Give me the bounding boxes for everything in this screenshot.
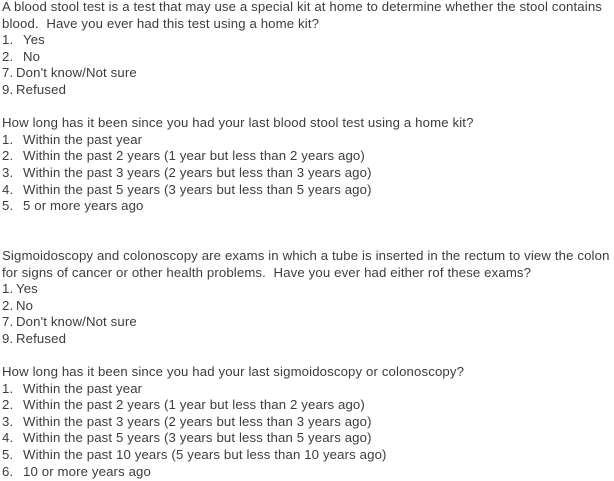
- answer-option[interactable]: [2, 65, 614, 82]
- option-number: 1.: [2, 131, 14, 147]
- option-number: 7.: [2, 314, 14, 330]
- question-text: How long has it been since you had your last blood stool test using a home kit?: [2, 115, 474, 131]
- option-label: Within the past 5 years (3 years but less than 5 years ago): [23, 430, 372, 446]
- question-text: How long has it been since you had your last sigmoidoscopy or colonoscopy?: [2, 364, 465, 380]
- option-number: 2.: [2, 148, 14, 164]
- option-label: Don't know/Not sure: [16, 314, 137, 330]
- answer-option[interactable]: [2, 182, 614, 199]
- option-number: 5.: [2, 198, 14, 214]
- option-number: 1.: [2, 380, 14, 396]
- answer-option[interactable]: [2, 82, 614, 99]
- option-label: Yes: [16, 281, 38, 297]
- answer-option[interactable]: [2, 148, 614, 165]
- answer-option[interactable]: [2, 132, 614, 149]
- option-label: Refused: [16, 81, 67, 97]
- option-number: 9.: [2, 81, 14, 97]
- answer-option[interactable]: [2, 414, 614, 431]
- option-label: Within the past year: [23, 131, 143, 147]
- option-label: Refused: [16, 330, 67, 346]
- question-block-blood-stool-test-recency: [2, 115, 614, 215]
- answer-option-list: [2, 381, 614, 481]
- option-label: Within the past 10 years (5 years but less than 10 years ago): [23, 447, 387, 463]
- question-block-blood-stool-test-ever: [2, 0, 614, 99]
- option-label: Don't know/Not sure: [16, 65, 137, 81]
- option-number: 2.: [2, 397, 14, 413]
- answer-option-list: [2, 132, 614, 215]
- option-label: Within the past 3 years (2 years but less than 3 years ago): [23, 413, 372, 429]
- option-number: 6.: [2, 463, 14, 479]
- answer-option[interactable]: [2, 464, 614, 481]
- option-number: 5.: [2, 447, 14, 463]
- questionnaire-body: [2, 0, 614, 480]
- answer-option[interactable]: [2, 381, 614, 398]
- option-label: No: [16, 297, 34, 313]
- answer-option[interactable]: [2, 397, 614, 414]
- answer-option[interactable]: [2, 314, 614, 331]
- option-label: 10 or more years ago: [23, 463, 151, 479]
- option-number: 4.: [2, 181, 14, 197]
- answer-option-list: [2, 281, 614, 347]
- option-number: 9.: [2, 330, 14, 346]
- option-number: 3.: [2, 413, 14, 429]
- option-label: Within the past 5 years (3 years but less than 5 years ago): [23, 181, 372, 197]
- answer-option[interactable]: [2, 198, 614, 215]
- option-label: Within the past 2 years (1 year but less than 2 years ago): [23, 148, 365, 164]
- question-text: Sigmoidoscopy and colonoscopy are exams in which a tube is inserted in the rectum to view the colon for signs of cancer or other health problems. Have you ever had either rof these exams?: [2, 247, 614, 280]
- answer-option[interactable]: [2, 430, 614, 447]
- option-label: Yes: [23, 32, 45, 48]
- option-number: 7.: [2, 65, 14, 81]
- answer-option[interactable]: [2, 165, 614, 182]
- option-number: 3.: [2, 164, 14, 180]
- answer-option[interactable]: [2, 49, 614, 66]
- answer-option[interactable]: [2, 298, 614, 315]
- question-block-sigmoidoscopy-colonoscopy-ever: [2, 248, 614, 348]
- option-label: 5 or more years ago: [23, 198, 144, 214]
- question-text: A blood stool test is a test that may use a special kit at home to determine whether the stool contains blood. Have you ever had this test using a home kit?: [2, 0, 606, 31]
- answer-option[interactable]: [2, 281, 614, 298]
- option-number: 4.: [2, 430, 14, 446]
- answer-option[interactable]: [2, 331, 614, 348]
- option-number: 2.: [2, 48, 14, 64]
- answer-option[interactable]: [2, 447, 614, 464]
- option-label: Within the past 3 years (2 years but less than 3 years ago): [23, 164, 372, 180]
- option-number: 2.: [2, 297, 14, 313]
- answer-option-list: [2, 32, 614, 98]
- option-number: 1.: [2, 32, 14, 48]
- option-label: Within the past 2 years (1 year but less than 2 years ago): [23, 397, 365, 413]
- option-label: Within the past year: [23, 380, 143, 396]
- option-number: 1.: [2, 281, 14, 297]
- question-block-sigmoidoscopy-colonoscopy-recency: [2, 364, 614, 480]
- option-label: No: [23, 48, 41, 64]
- answer-option[interactable]: [2, 32, 614, 49]
